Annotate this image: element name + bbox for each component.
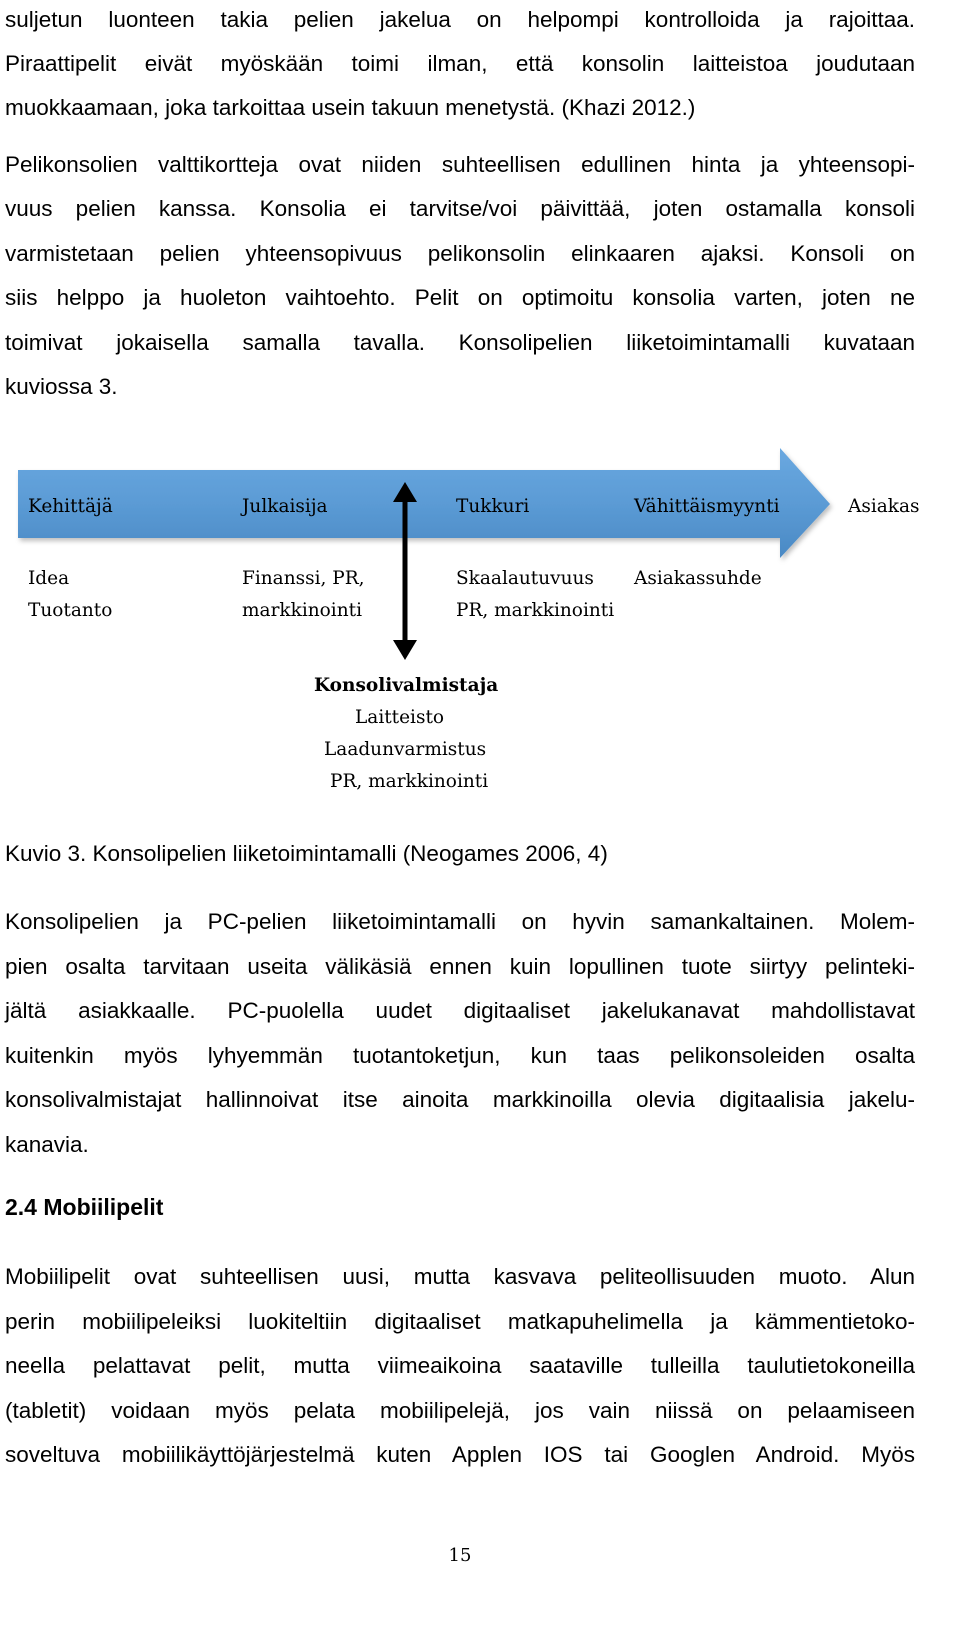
paragraph-line: neella pelattavat pelit, mutta viimeaikoina saataville tulleilla taulutietokoneilla — [5, 1353, 915, 1379]
chain-step-tukkuri: Tukkuri — [456, 496, 530, 517]
console-maker-title: Konsolivalmistaja — [314, 675, 499, 696]
role-tukkuri-2: PR, markkinointi — [456, 600, 615, 621]
paragraph-line: jältä asiakkaalle. PC-puolella uudet digitaaliset jakelukanavat mahdollistavat — [5, 998, 915, 1024]
paragraph-line: Mobiilipelit ovat suhteellisen uusi, mutta kasvava peliteollisuuden muoto. Alun — [5, 1264, 915, 1289]
paragraph-line: siis helppo ja huoleton vaihtoehto. Pelit on optimoitu konsolia varten, joten ne — [5, 285, 915, 311]
role-kehittaja-2: Tuotanto — [28, 600, 113, 621]
business-model-diagram — [0, 440, 960, 820]
role-julkaisija-1: Finanssi, PR, — [242, 568, 365, 589]
paragraph-console-advantages — [5, 143, 915, 409]
chain-step-vahittaismyynti: Vähittäismyynti — [634, 496, 780, 517]
double-headed-arrow-down-tip — [393, 640, 417, 660]
paragraph-intro-continuation — [5, 0, 915, 130]
paragraph-line: (tabletit) voidaan myös pelata mobiilipelejä, jos vain niissä on pelaamiseen — [5, 1397, 915, 1423]
paragraph-mobile-games — [5, 1255, 915, 1478]
chain-step-asiakas: Asiakas — [848, 496, 920, 517]
chain-step-kehittaja: Kehittäjä — [28, 496, 113, 517]
section-heading: 2.4 Mobiilipelit — [5, 1194, 164, 1220]
paragraph-line: perin mobiilipeleiksi luokiteltiin digitaaliset matkapuhelimella ja kämmentietoko- — [5, 1308, 915, 1334]
paragraph-line: kanavia. — [5, 1131, 89, 1157]
paragraph-line: muokkaamaan, joka tarkoittaa usein takuun menetystä. (Khazi 2012.) — [5, 95, 696, 120]
role-tukkuri-1: Skaalautuvuus — [456, 568, 594, 589]
paragraph-comparison — [5, 900, 915, 1168]
paragraph-line: kuitenkin myös lyhyemmän tuotantoketjun, kun taas pelikonsoleiden osalta — [5, 1042, 915, 1068]
page-number: 15 — [448, 1545, 472, 1566]
paragraph-line: pien osalta tarvitaan useita välikäsiä ennen kuin lopullinen tuote siirtyy pelinteki- — [5, 953, 915, 979]
console-maker-item: Laadunvarmistus — [324, 739, 487, 760]
paragraph-line: soveltuva mobiilikäyttöjärjestelmä kuten Applen IOS tai Googlen Android. Myös — [5, 1442, 915, 1468]
paragraph-line: Piraattipelit eivät myöskään toimi ilman, että konsolin laitteistoa joudutaan — [5, 51, 915, 76]
role-kehittaja-1: Idea — [28, 568, 70, 589]
console-maker-item: Laitteisto — [355, 707, 445, 728]
paragraph-line: toimivat jokaisella samalla tavalla. Konsolipelien liiketoimintamalli kuvataan — [5, 329, 915, 355]
paragraph-line: kuviossa 3. — [5, 374, 118, 400]
paragraph-line: vuus pelien kanssa. Konsolia ei tarvitse/voi päivittää, joten ostamalla konsoli — [5, 196, 915, 222]
console-maker-item: PR, markkinointi — [330, 771, 489, 792]
figure-caption: Kuvio 3. Konsolipelien liiketoimintamalli (Neogames 2006, 4) — [5, 841, 608, 866]
paragraph-line: suljetun luonteen takia pelien jakelua on helpompi kontrolloida ja rajoittaa. — [5, 7, 915, 32]
role-julkaisija-2: markkinointi — [242, 600, 362, 621]
paragraph-line: Konsolipelien ja PC-pelien liiketoimintamalli on hyvin samankaltainen. Molem- — [5, 909, 915, 934]
paragraph-line: konsolivalmistajat hallinnoivat itse ainoita markkinoilla olevia digitaalisia jakelu- — [5, 1087, 915, 1113]
paragraph-line: Pelikonsolien valttikortteja ovat niiden suhteellisen edullinen hinta ja yhteensopi- — [5, 152, 915, 177]
chain-step-julkaisija: Julkaisija — [242, 496, 328, 517]
paragraph-line: varmistetaan pelien yhteensopivuus pelikonsolin elinkaaren ajaksi. Konsoli on — [5, 240, 915, 266]
role-vahittaismyynti-1: Asiakassuhde — [634, 568, 762, 589]
